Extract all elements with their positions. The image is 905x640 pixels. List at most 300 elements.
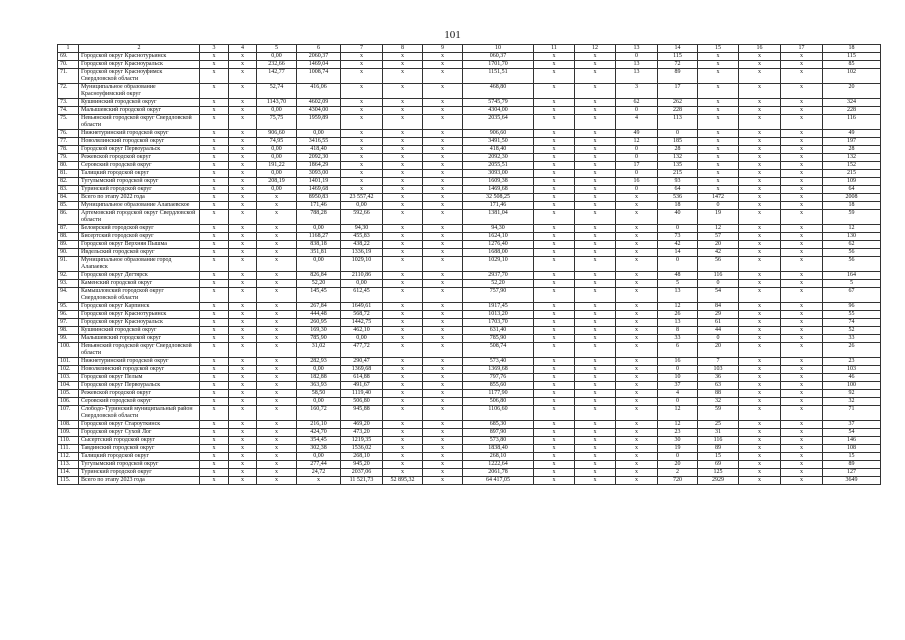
municipality-name-cell: Бисертский городской округ: [79, 233, 200, 241]
value-cell: х: [781, 138, 823, 146]
value-cell: 797,76: [463, 374, 534, 382]
value-cell: 0,00: [297, 257, 341, 272]
municipality-name-cell: Талицкий городской округ: [79, 170, 200, 178]
value-cell: 228: [823, 107, 881, 115]
row-number-cell: 102.: [58, 366, 79, 374]
value-cell: х: [383, 429, 423, 437]
value-cell: х: [229, 390, 257, 398]
value-cell: 592,66: [341, 210, 383, 225]
value-cell: х: [534, 202, 575, 210]
value-cell: х: [229, 84, 257, 99]
value-cell: х: [534, 115, 575, 130]
value-cell: х: [423, 288, 463, 303]
value-cell: 0,00: [257, 107, 297, 115]
value-cell: х: [534, 382, 575, 390]
value-cell: 31: [698, 429, 739, 437]
value-cell: х: [383, 358, 423, 366]
value-cell: х: [423, 249, 463, 257]
value-cell: х: [781, 406, 823, 421]
municipality-name-cell: Тавдинский городской округ: [79, 445, 200, 453]
value-cell: х: [534, 154, 575, 162]
value-cell: 85: [823, 61, 881, 69]
value-cell: х: [200, 445, 229, 453]
value-cell: 89: [823, 461, 881, 469]
value-cell: 4304,00: [297, 107, 341, 115]
value-cell: 302,38: [297, 445, 341, 453]
value-cell: 1701,70: [463, 61, 534, 69]
row-number-cell: 78.: [58, 146, 79, 154]
value-cell: х: [383, 186, 423, 194]
value-cell: х: [423, 469, 463, 477]
municipality-name-cell: Городской округ Первоуральск: [79, 382, 200, 390]
value-cell: х: [781, 146, 823, 154]
value-cell: 20: [658, 461, 698, 469]
value-cell: 1472: [698, 194, 739, 202]
value-cell: х: [698, 138, 739, 146]
value-cell: 71: [823, 406, 881, 421]
value-cell: х: [200, 469, 229, 477]
value-cell: х: [229, 366, 257, 374]
value-cell: х: [229, 178, 257, 186]
value-cell: х: [739, 319, 781, 327]
value-cell: 56: [698, 257, 739, 272]
value-cell: 197: [823, 138, 881, 146]
municipality-name-cell: Тугулымский городской округ: [79, 461, 200, 469]
value-cell: х: [200, 398, 229, 406]
value-cell: х: [781, 154, 823, 162]
value-cell: х: [739, 178, 781, 186]
value-cell: 52,20: [463, 280, 534, 288]
table-row: [58, 146, 881, 154]
municipality-name-cell: Всего по этапу 2022 года: [79, 194, 200, 202]
value-cell: х: [423, 327, 463, 335]
value-cell: х: [229, 170, 257, 178]
value-cell: х: [229, 194, 257, 202]
value-cell: 0,00: [257, 170, 297, 178]
value-cell: х: [423, 115, 463, 130]
table-row: [58, 390, 881, 398]
value-cell: х: [739, 288, 781, 303]
table-row: [58, 461, 881, 469]
value-cell: х: [423, 461, 463, 469]
value-cell: 1838,40: [463, 445, 534, 453]
value-cell: 0,00: [341, 335, 383, 343]
table-row: [58, 453, 881, 461]
value-cell: х: [200, 178, 229, 186]
value-cell: х: [534, 69, 575, 84]
municipality-name-cell: Серовский городской округ: [79, 162, 200, 170]
value-cell: х: [575, 257, 616, 272]
table-row: [58, 327, 881, 335]
value-cell: х: [200, 130, 229, 138]
value-cell: х: [257, 233, 297, 241]
value-cell: х: [383, 327, 423, 335]
municipality-name-cell: Городской округ Краснотурьинск: [79, 311, 200, 319]
value-cell: х: [739, 311, 781, 319]
value-cell: х: [383, 469, 423, 477]
value-cell: х: [383, 374, 423, 382]
value-cell: х: [423, 358, 463, 366]
value-cell: 1143,70: [257, 99, 297, 107]
value-cell: х: [257, 382, 297, 390]
value-cell: х: [616, 382, 658, 390]
value-cell: х: [383, 53, 423, 61]
value-cell: х: [257, 477, 297, 485]
table-row: [58, 194, 881, 202]
value-cell: 54: [698, 288, 739, 303]
value-cell: 897,90: [463, 429, 534, 437]
value-cell: х: [739, 390, 781, 398]
value-cell: 36: [698, 374, 739, 382]
row-number-cell: 107.: [58, 406, 79, 421]
municipality-name-cell: Белоярский городской округ: [79, 225, 200, 233]
value-cell: х: [575, 146, 616, 154]
value-cell: х: [781, 130, 823, 138]
value-cell: 116: [823, 115, 881, 130]
value-cell: х: [575, 382, 616, 390]
value-cell: 16: [658, 358, 698, 366]
value-cell: х: [229, 280, 257, 288]
value-cell: х: [297, 477, 341, 485]
value-cell: х: [575, 107, 616, 115]
value-cell: х: [229, 461, 257, 469]
table-row: [58, 382, 881, 390]
table-row: [58, 61, 881, 69]
value-cell: х: [616, 374, 658, 382]
value-cell: 757,90: [463, 288, 534, 303]
row-number-cell: 74.: [58, 107, 79, 115]
value-cell: 32: [823, 398, 881, 406]
value-cell: 152: [823, 162, 881, 170]
value-cell: 115: [658, 53, 698, 61]
value-cell: х: [423, 335, 463, 343]
value-cell: 67: [823, 288, 881, 303]
value-cell: 506,80: [463, 398, 534, 406]
municipality-name-cell: Каменский городской округ: [79, 280, 200, 288]
row-number-cell: 93.: [58, 280, 79, 288]
value-cell: х: [534, 453, 575, 461]
value-cell: х: [739, 327, 781, 335]
value-cell: х: [616, 437, 658, 445]
value-cell: х: [575, 202, 616, 210]
value-cell: х: [257, 257, 297, 272]
value-cell: х: [616, 453, 658, 461]
value-cell: 1106,60: [463, 406, 534, 421]
value-cell: х: [383, 398, 423, 406]
value-cell: 62: [616, 99, 658, 107]
value-cell: х: [229, 130, 257, 138]
value-cell: х: [341, 107, 383, 115]
value-cell: х: [739, 225, 781, 233]
row-number-cell: 88.: [58, 233, 79, 241]
value-cell: х: [739, 343, 781, 358]
value-cell: х: [739, 366, 781, 374]
value-cell: 416,06: [297, 84, 341, 99]
value-cell: х: [739, 162, 781, 170]
value-cell: х: [575, 178, 616, 186]
value-cell: х: [423, 162, 463, 170]
value-cell: х: [616, 272, 658, 280]
row-number-cell: 69.: [58, 53, 79, 61]
value-cell: х: [739, 146, 781, 154]
value-cell: х: [229, 162, 257, 170]
value-cell: х: [383, 366, 423, 374]
value-cell: 32: [698, 398, 739, 406]
value-cell: 1649,61: [341, 303, 383, 311]
value-cell: х: [229, 138, 257, 146]
value-cell: 191,22: [257, 162, 297, 170]
value-cell: х: [229, 146, 257, 154]
value-cell: х: [229, 343, 257, 358]
value-cell: х: [534, 477, 575, 485]
value-cell: х: [781, 461, 823, 469]
row-number-cell: 86.: [58, 210, 79, 225]
value-cell: х: [423, 398, 463, 406]
value-cell: х: [200, 107, 229, 115]
page-number: 101: [444, 29, 461, 41]
municipality-name-cell: Нижнетуринский городской округ: [79, 358, 200, 366]
municipality-name-cell: Тугулымский городской округ: [79, 178, 200, 186]
table-row: [58, 186, 881, 194]
value-cell: 62: [823, 241, 881, 249]
value-cell: 1029,10: [463, 257, 534, 272]
value-cell: 12: [698, 225, 739, 233]
table-row: [58, 115, 881, 130]
municipality-name-cell: Кушвинский городской округ: [79, 327, 200, 335]
value-cell: х: [383, 162, 423, 170]
value-cell: 060,37: [463, 53, 534, 61]
municipality-name-cell: Городской округ Староуткинск: [79, 421, 200, 429]
value-cell: х: [575, 233, 616, 241]
value-cell: 0: [616, 170, 658, 178]
value-cell: х: [575, 162, 616, 170]
value-cell: х: [781, 170, 823, 178]
value-cell: 18: [658, 202, 698, 210]
value-cell: 30: [658, 437, 698, 445]
table-row: [58, 398, 881, 406]
value-cell: х: [341, 130, 383, 138]
value-cell: 351,81: [297, 249, 341, 257]
municipality-name-cell: Городской округ Краснотурьинск: [79, 53, 200, 61]
value-cell: 0: [658, 366, 698, 374]
value-cell: 2061,78: [463, 469, 534, 477]
table-row: [58, 421, 881, 429]
value-cell: 63: [698, 382, 739, 390]
value-cell: х: [739, 154, 781, 162]
value-cell: х: [575, 303, 616, 311]
value-cell: 146: [823, 437, 881, 445]
row-number-cell: 113.: [58, 461, 79, 469]
value-cell: 5: [823, 280, 881, 288]
value-cell: х: [534, 390, 575, 398]
value-cell: х: [698, 61, 739, 69]
column-number: 5: [257, 45, 297, 53]
value-cell: х: [200, 84, 229, 99]
value-cell: х: [616, 249, 658, 257]
value-cell: 0,00: [297, 453, 341, 461]
value-cell: х: [200, 453, 229, 461]
value-cell: х: [257, 202, 297, 210]
value-cell: х: [575, 477, 616, 485]
row-number-cell: 80.: [58, 162, 79, 170]
value-cell: х: [739, 99, 781, 107]
value-cell: 12: [658, 303, 698, 311]
value-cell: х: [200, 437, 229, 445]
value-cell: 29: [698, 311, 739, 319]
value-cell: 2092,30: [297, 154, 341, 162]
value-cell: 5745,79: [463, 99, 534, 107]
value-cell: х: [423, 257, 463, 272]
value-cell: 508,74: [463, 343, 534, 358]
value-cell: х: [383, 115, 423, 130]
value-cell: 1029,10: [341, 257, 383, 272]
table-header-row: [58, 45, 881, 53]
value-cell: х: [383, 61, 423, 69]
table-row: [58, 374, 881, 382]
value-cell: 3649: [823, 477, 881, 485]
value-cell: х: [739, 469, 781, 477]
value-cell: 0: [616, 154, 658, 162]
value-cell: х: [575, 366, 616, 374]
value-cell: х: [341, 178, 383, 186]
value-cell: 20: [698, 241, 739, 249]
value-cell: 64 417,05: [463, 477, 534, 485]
municipality-name-cell: Малышевский городской округ: [79, 335, 200, 343]
municipality-name-cell: Городской округ Сухой Лог: [79, 429, 200, 437]
value-cell: х: [616, 280, 658, 288]
value-cell: х: [229, 69, 257, 84]
row-number-cell: 97.: [58, 319, 79, 327]
value-cell: х: [616, 429, 658, 437]
value-cell: х: [383, 406, 423, 421]
value-cell: 1469,04: [297, 61, 341, 69]
value-cell: х: [739, 272, 781, 280]
value-cell: х: [229, 257, 257, 272]
value-cell: х: [781, 202, 823, 210]
value-cell: х: [423, 453, 463, 461]
value-cell: 0: [698, 202, 739, 210]
value-cell: х: [534, 170, 575, 178]
value-cell: 75,75: [257, 115, 297, 130]
value-cell: 13: [658, 288, 698, 303]
value-cell: х: [200, 477, 229, 485]
value-cell: 74,95: [257, 138, 297, 146]
value-cell: х: [423, 170, 463, 178]
value-cell: х: [200, 210, 229, 225]
value-cell: х: [229, 154, 257, 162]
value-cell: 0: [658, 130, 698, 138]
value-cell: х: [698, 162, 739, 170]
value-cell: 13: [658, 319, 698, 327]
value-cell: х: [534, 445, 575, 453]
value-cell: х: [781, 343, 823, 358]
value-cell: х: [423, 99, 463, 107]
municipality-name-cell: Муниципальное образование город Алапаевск: [79, 257, 200, 272]
value-cell: 4304,00: [463, 107, 534, 115]
municipality-name-cell: Сысертский городской округ: [79, 437, 200, 445]
value-cell: х: [698, 130, 739, 138]
municipality-name-cell: Режевской городской округ: [79, 390, 200, 398]
value-cell: 945,88: [341, 406, 383, 421]
value-cell: 354,45: [297, 437, 341, 445]
municipality-name-cell: Нижнетуринский городской округ: [79, 130, 200, 138]
value-cell: 58,50: [297, 390, 341, 398]
value-cell: 282,93: [297, 358, 341, 366]
row-number-cell: 99.: [58, 335, 79, 343]
value-cell: х: [575, 249, 616, 257]
value-cell: 19: [698, 210, 739, 225]
value-cell: х: [575, 374, 616, 382]
value-cell: 115: [823, 53, 881, 61]
value-cell: 3093,00: [297, 170, 341, 178]
value-cell: х: [781, 311, 823, 319]
value-cell: х: [698, 53, 739, 61]
value-cell: х: [383, 272, 423, 280]
municipality-name-cell: Городской округ Красноуральск: [79, 319, 200, 327]
value-cell: х: [739, 194, 781, 202]
value-cell: 19: [658, 445, 698, 453]
value-cell: 4: [658, 390, 698, 398]
table-row: [58, 280, 881, 288]
value-cell: х: [200, 406, 229, 421]
value-cell: 267,84: [297, 303, 341, 311]
value-cell: 100: [823, 382, 881, 390]
value-cell: 15: [823, 453, 881, 461]
value-cell: 906,60: [463, 130, 534, 138]
value-cell: х: [423, 445, 463, 453]
value-cell: 55: [823, 311, 881, 319]
value-cell: х: [257, 249, 297, 257]
value-cell: х: [739, 398, 781, 406]
value-cell: х: [616, 335, 658, 343]
value-cell: х: [383, 99, 423, 107]
value-cell: х: [575, 138, 616, 146]
value-cell: х: [229, 469, 257, 477]
value-cell: 685,30: [463, 421, 534, 429]
table-row: [58, 202, 881, 210]
value-cell: х: [534, 162, 575, 170]
value-cell: х: [383, 138, 423, 146]
value-cell: х: [575, 453, 616, 461]
value-cell: х: [575, 154, 616, 162]
value-cell: х: [257, 445, 297, 453]
value-cell: х: [423, 69, 463, 84]
value-cell: х: [383, 335, 423, 343]
value-cell: х: [423, 194, 463, 202]
value-cell: 182,88: [297, 374, 341, 382]
value-cell: х: [423, 343, 463, 358]
value-cell: х: [423, 61, 463, 69]
value-cell: 469,20: [341, 421, 383, 429]
value-cell: 14: [658, 249, 698, 257]
row-number-cell: 112.: [58, 453, 79, 461]
value-cell: х: [781, 477, 823, 485]
value-cell: 94,30: [341, 225, 383, 233]
value-cell: х: [200, 382, 229, 390]
value-cell: х: [534, 272, 575, 280]
value-cell: х: [575, 186, 616, 194]
value-cell: 18: [823, 202, 881, 210]
value-cell: х: [616, 233, 658, 241]
value-cell: х: [781, 469, 823, 477]
value-cell: х: [423, 374, 463, 382]
value-cell: 32 508,25: [463, 194, 534, 202]
value-cell: 2937,70: [463, 272, 534, 280]
value-cell: х: [200, 390, 229, 398]
row-number-cell: 70.: [58, 61, 79, 69]
value-cell: х: [616, 202, 658, 210]
data-table: [57, 44, 881, 485]
